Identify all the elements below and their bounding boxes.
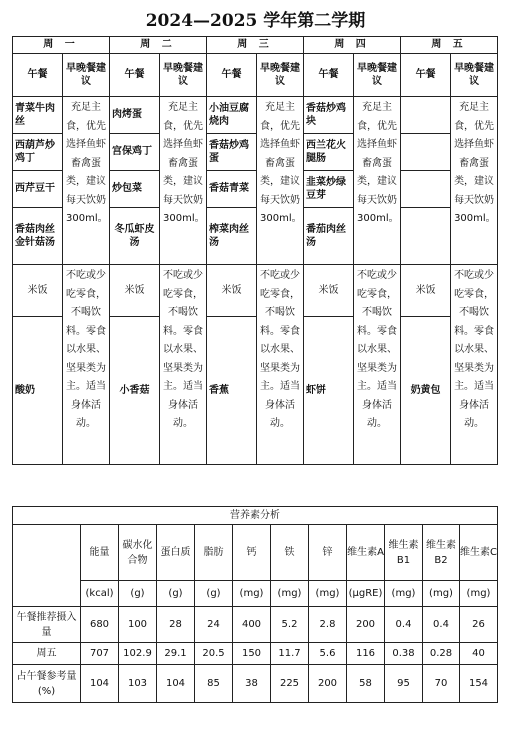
nutrient-header-row <box>13 525 498 581</box>
value-cell: 5.6 <box>309 643 347 665</box>
unit-cell: (kcal) <box>81 581 119 607</box>
nutrient-header: 维生素B2 <box>423 525 460 581</box>
lunch-header: 午餐 <box>110 54 160 97</box>
dish-thu-4: 番茄肉丝汤 <box>304 208 354 265</box>
advice-header: 早晚餐建议 <box>354 54 401 97</box>
value-cell: 104 <box>81 665 119 703</box>
dish-mon-3: 西芹豆干 <box>13 171 63 208</box>
lunch-header: 午餐 <box>207 54 257 97</box>
day-mon: 周 一 <box>13 37 110 54</box>
advice-wed-1: 充足主食，优先选择鱼虾畜禽蛋类，建议每天饮奶300ml。 <box>257 97 304 265</box>
snack-mon: 酸奶 <box>13 317 63 465</box>
page-title: 2024—2025 学年第二学期 <box>145 11 366 31</box>
value-cell: 85 <box>195 665 233 703</box>
value-cell: 707 <box>81 643 119 665</box>
dish-tue-3: 炒包菜 <box>110 171 160 208</box>
advice-thu-1: 充足主食，优先选择鱼虾畜禽蛋类，建议每天饮奶300ml。 <box>354 97 401 265</box>
corner-cell <box>13 525 81 607</box>
advice-header: 早晚餐建议 <box>257 54 304 97</box>
data-row-friday <box>13 643 498 665</box>
dish-thu-2: 西兰花火腿肠 <box>304 134 354 171</box>
value-cell: 116 <box>347 643 385 665</box>
unit-cell: (g) <box>157 581 195 607</box>
row-label: 周五 <box>13 643 81 665</box>
staple-row <box>13 265 498 317</box>
dish-row <box>13 97 498 134</box>
unit-cell: (μgRE) <box>347 581 385 607</box>
nutrition-table <box>12 506 498 703</box>
advice-mon-1: 充足主食，优先选择鱼虾畜禽蛋类，建议每天饮奶300ml。 <box>63 97 110 265</box>
unit-cell: (mg) <box>423 581 460 607</box>
value-cell: 38 <box>233 665 271 703</box>
value-cell: 0.38 <box>385 643 423 665</box>
value-cell: 104 <box>157 665 195 703</box>
advice-wed-2: 不吃或少吃零食，不喝饮料。零食以水果、坚果类为主。适当身体活动。 <box>257 265 304 465</box>
value-cell: 100 <box>119 607 157 643</box>
staple-thu: 米饭 <box>304 265 354 317</box>
dish-fri-2 <box>401 134 451 171</box>
unit-cell: (mg) <box>271 581 309 607</box>
staple-mon: 米饭 <box>13 265 63 317</box>
day-header-row <box>13 37 498 54</box>
value-cell: 0.28 <box>423 643 460 665</box>
staple-tue: 米饭 <box>110 265 160 317</box>
value-cell: 28 <box>157 607 195 643</box>
dish-wed-3: 香菇青菜 <box>207 171 257 208</box>
value-cell: 225 <box>271 665 309 703</box>
lunch-header: 午餐 <box>304 54 354 97</box>
value-cell: 400 <box>233 607 271 643</box>
day-tue: 周 二 <box>110 37 207 54</box>
advice-tue-2: 不吃或少吃零食，不喝饮料。零食以水果、坚果类为主。适当身体活动。 <box>160 265 207 465</box>
value-cell: 11.7 <box>271 643 309 665</box>
nutrient-header: 钙 <box>233 525 271 581</box>
value-cell: 20.5 <box>195 643 233 665</box>
unit-row <box>13 581 498 607</box>
value-cell: 0.4 <box>385 607 423 643</box>
advice-header: 早晚餐建议 <box>451 54 498 97</box>
value-cell: 26 <box>460 607 498 643</box>
value-cell: 29.1 <box>157 643 195 665</box>
advice-tue-1: 充足主食，优先选择鱼虾畜禽蛋类，建议每天饮奶300ml。 <box>160 97 207 265</box>
snack-fri: 奶黄包 <box>401 317 451 465</box>
unit-cell: (g) <box>119 581 157 607</box>
nutrient-header: 蛋白质 <box>157 525 195 581</box>
advice-fri-1: 充足主食，优先选择鱼虾畜禽蛋类，建议每天饮奶300ml。 <box>451 97 498 265</box>
value-cell: 5.2 <box>271 607 309 643</box>
value-cell: 0.4 <box>423 607 460 643</box>
dish-tue-2: 宫保鸡丁 <box>110 134 160 171</box>
day-thu: 周 四 <box>304 37 401 54</box>
advice-header: 早晚餐建议 <box>63 54 110 97</box>
nutrient-header: 铁 <box>271 525 309 581</box>
value-cell: 95 <box>385 665 423 703</box>
unit-cell: (mg) <box>460 581 498 607</box>
weekly-menu-table <box>12 36 498 465</box>
advice-fri-2: 不吃或少吃零食，不喝饮料。零食以水果、坚果类为主。适当身体活动。 <box>451 265 498 465</box>
snack-wed: 香蕉 <box>207 317 257 465</box>
value-cell: 200 <box>347 607 385 643</box>
nutrient-header: 维生素C <box>460 525 498 581</box>
dish-mon-2: 西葫芦炒鸡丁 <box>13 134 63 171</box>
dish-wed-1: 小油豆腐烧肉 <box>207 97 257 134</box>
dish-mon-1: 青菜牛肉丝 <box>13 97 63 134</box>
caption-row <box>13 507 498 525</box>
column-header-row <box>13 54 498 97</box>
dish-thu-3: 韭菜炒绿豆芽 <box>304 171 354 208</box>
dish-fri-4 <box>401 208 451 265</box>
snack-thu: 虾饼 <box>304 317 354 465</box>
data-row-recommended <box>13 607 498 643</box>
nutrient-header: 碳水化合物 <box>119 525 157 581</box>
row-label: 占午餐参考量(%) <box>13 665 81 703</box>
day-fri: 周 五 <box>401 37 498 54</box>
dish-tue-1: 肉烤蛋 <box>110 97 160 134</box>
dish-fri-1 <box>401 97 451 134</box>
lunch-header: 午餐 <box>13 54 63 97</box>
staple-fri: 米饭 <box>401 265 451 317</box>
value-cell: 58 <box>347 665 385 703</box>
dish-thu-1: 香菇炒鸡块 <box>304 97 354 134</box>
snack-tue: 小香菇 <box>110 317 160 465</box>
dish-tue-4: 冬瓜虾皮汤 <box>110 208 160 265</box>
nutrient-header: 能量 <box>81 525 119 581</box>
nutrient-header: 维生素A <box>347 525 385 581</box>
value-cell: 2.8 <box>309 607 347 643</box>
unit-cell: (g) <box>195 581 233 607</box>
dish-wed-4: 榨菜肉丝汤 <box>207 208 257 265</box>
value-cell: 70 <box>423 665 460 703</box>
value-cell: 24 <box>195 607 233 643</box>
unit-cell: (mg) <box>385 581 423 607</box>
advice-mon-2: 不吃或少吃零食，不喝饮料。零食以水果、坚果类为主。适当身体活动。 <box>63 265 110 465</box>
nutrient-header: 锌 <box>309 525 347 581</box>
nutrient-header: 维生素B1 <box>385 525 423 581</box>
value-cell: 150 <box>233 643 271 665</box>
value-cell: 40 <box>460 643 498 665</box>
value-cell: 200 <box>309 665 347 703</box>
unit-cell: (mg) <box>309 581 347 607</box>
value-cell: 154 <box>460 665 498 703</box>
nutrient-header: 脂肪 <box>195 525 233 581</box>
staple-wed: 米饭 <box>207 265 257 317</box>
advice-thu-2: 不吃或少吃零食，不喝饮料。零食以水果、坚果类为主。适当身体活动。 <box>354 265 401 465</box>
data-row-percent <box>13 665 498 703</box>
dish-wed-2: 香菇炒鸡蛋 <box>207 134 257 171</box>
advice-header: 早晚餐建议 <box>160 54 207 97</box>
lunch-header: 午餐 <box>401 54 451 97</box>
nutrition-caption: 营养素分析 <box>13 507 498 525</box>
value-cell: 103 <box>119 665 157 703</box>
value-cell: 102.9 <box>119 643 157 665</box>
value-cell: 680 <box>81 607 119 643</box>
dish-mon-4: 香菇肉丝金针菇汤 <box>13 208 63 265</box>
dish-fri-3 <box>401 171 451 208</box>
day-wed: 周 三 <box>207 37 304 54</box>
unit-cell: (mg) <box>233 581 271 607</box>
row-label: 午餐推荐摄入量 <box>13 607 81 643</box>
